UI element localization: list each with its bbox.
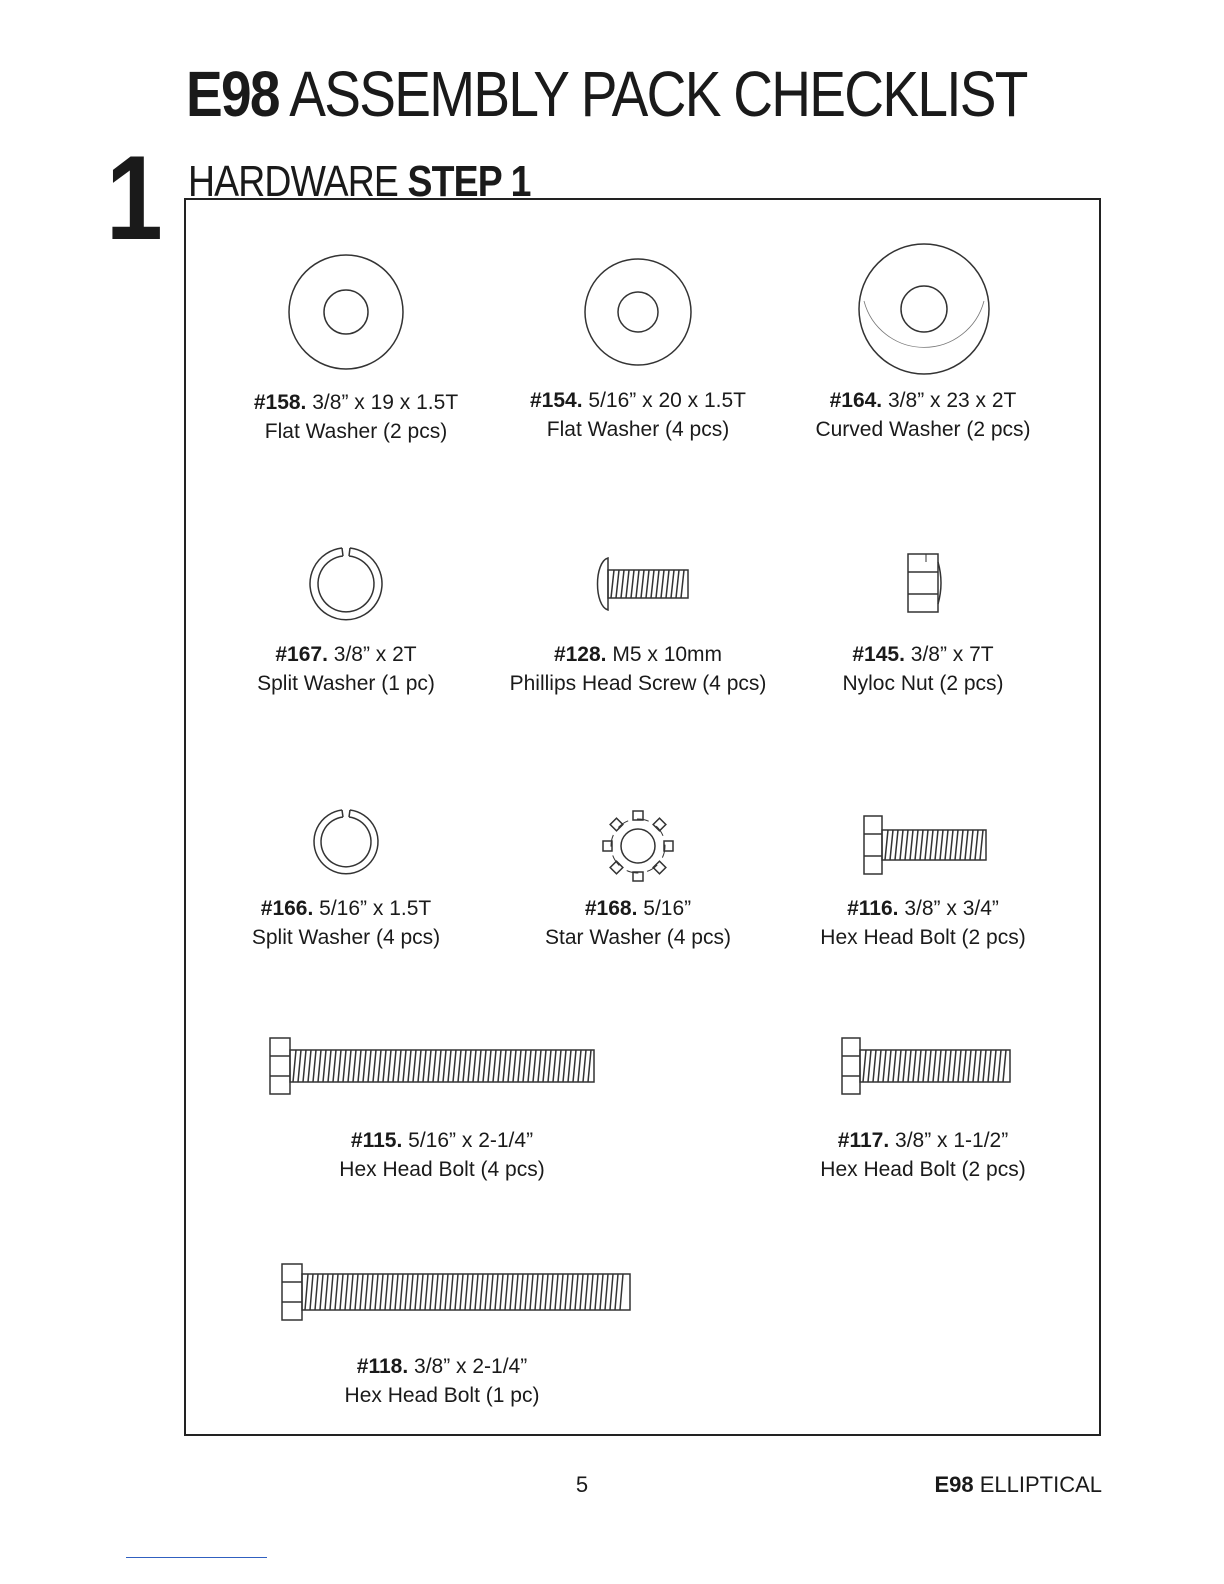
part-caption	[206, 388, 506, 446]
split-washer-icon	[310, 806, 382, 878]
part-number: #118.	[356, 1355, 409, 1378]
flat-washer-icon	[286, 252, 406, 372]
flat-washer-icon	[582, 256, 694, 368]
part-name: Hex Head Bolt (1 pc)	[344, 1384, 540, 1407]
part-spec: 3/8” x 23 x 2T	[888, 389, 1017, 412]
part-number: #168.	[584, 897, 638, 920]
part-number: #117.	[837, 1129, 890, 1152]
hex-bolt-icon	[858, 814, 990, 876]
part-spec: 3/8” x 7T	[910, 643, 994, 666]
part-name: Curved Washer (2 pcs)	[815, 418, 1031, 441]
part-number: #167.	[275, 643, 328, 666]
part-spec: M5 x 10mm	[612, 643, 723, 666]
part-caption	[773, 1126, 1073, 1184]
part-name: Split Washer (4 pcs)	[251, 926, 441, 949]
part-name: Flat Washer (2 pcs)	[264, 420, 448, 443]
part-spec: 3/8” x 1-1/2”	[895, 1129, 1009, 1152]
part-number: #128.	[553, 643, 607, 666]
part-caption	[292, 1352, 592, 1410]
part-spec: 3/8” x 3/4”	[904, 897, 999, 920]
part-number: #115.	[350, 1129, 403, 1152]
part-spec: 5/16” x 2-1/4”	[408, 1129, 534, 1152]
part-number: #158.	[253, 391, 307, 414]
star-washer-icon	[600, 808, 676, 884]
part-caption	[488, 386, 788, 444]
section-heading-text: HARDWARE	[188, 157, 398, 206]
footer-product-name: ELLIPTICAL	[979, 1472, 1102, 1497]
part-name: Flat Washer (4 pcs)	[546, 418, 730, 441]
footer-model: E98	[934, 1472, 974, 1497]
hex-bolt-icon	[266, 1036, 598, 1096]
hex-bolt-icon	[838, 1036, 1014, 1096]
part-name: Hex Head Bolt (2 pcs)	[820, 926, 1026, 949]
split-washer-icon	[306, 544, 386, 624]
part-name: Nyloc Nut (2 pcs)	[842, 672, 1004, 695]
part-caption	[196, 640, 496, 698]
part-name: Star Washer (4 pcs)	[545, 926, 731, 949]
part-name: Split Washer (1 pc)	[257, 672, 435, 695]
part-number: #145.	[852, 643, 905, 666]
part-spec: 3/8” x 19 x 1.5T	[312, 391, 459, 414]
part-number: #116.	[847, 897, 899, 920]
phillips-screw-icon	[592, 556, 692, 612]
part-spec: 3/8” x 2-1/4”	[414, 1355, 528, 1378]
part-caption	[196, 894, 496, 952]
part-name: Hex Head Bolt (2 pcs)	[820, 1158, 1026, 1181]
part-caption	[488, 894, 788, 952]
part-spec: 3/8” x 2T	[333, 643, 417, 666]
part-number: #166.	[260, 897, 314, 920]
page-number: 5	[575, 1472, 589, 1497]
part-name: Phillips Head Screw (4 pcs)	[509, 672, 767, 695]
part-name: Hex Head Bolt (4 pcs)	[339, 1158, 545, 1181]
part-caption	[773, 640, 1073, 698]
part-spec: 5/16”	[643, 897, 692, 920]
part-spec: 5/16” x 20 x 1.5T	[588, 389, 746, 412]
part-spec: 5/16” x 1.5T	[319, 897, 432, 920]
curved-washer-icon	[856, 241, 992, 377]
hex-bolt-icon	[278, 1262, 634, 1322]
footer-product	[934, 1472, 1102, 1498]
step-number: 1	[106, 131, 163, 265]
nyloc-nut-icon	[906, 552, 946, 614]
page-title	[186, 58, 1027, 130]
title-text: ASSEMBLY PACK CHECKLIST	[289, 58, 1027, 130]
page-edge-line	[126, 1557, 267, 1558]
part-number: #164.	[829, 389, 883, 412]
part-caption	[773, 386, 1073, 444]
part-number: #154.	[530, 389, 583, 412]
title-model: E98	[186, 58, 279, 130]
step-label: STEP 1	[407, 157, 531, 206]
part-caption	[773, 894, 1073, 952]
part-caption	[488, 640, 788, 698]
part-caption	[292, 1126, 592, 1184]
